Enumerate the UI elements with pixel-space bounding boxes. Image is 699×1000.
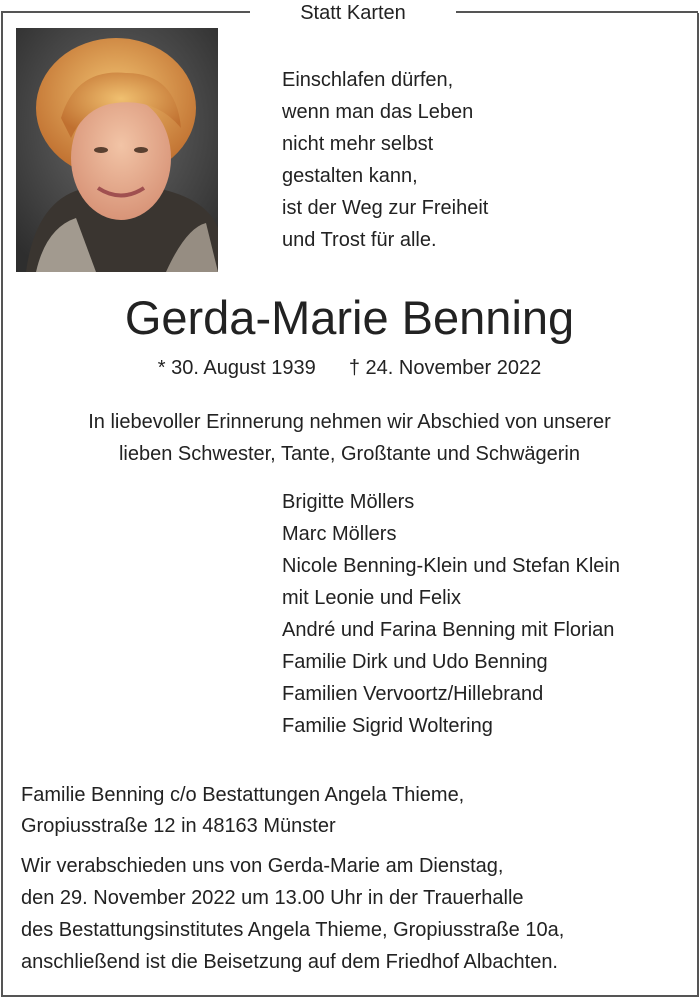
contact-address: [21, 780, 464, 842]
mourner: Brigitte Möllers: [282, 491, 415, 513]
mourner: Familien Vervoortz/Hillebrand: [282, 683, 544, 705]
poem-line: Einschlafen dürfen,: [282, 69, 454, 91]
funeral-line: den 29. November 2022 um 13.00 Uhr in der Trauerhalle: [21, 887, 524, 909]
intro-line: In liebevoller Erinnerung nehmen wir Abschied von unserer: [88, 411, 611, 433]
address-line: Gropiusstraße 12 in 48163 Münster: [21, 815, 336, 837]
birth-date: * 30. August 1939: [157, 357, 316, 379]
poem: [282, 64, 488, 256]
funeral-line: des Bestattungsinstitutes Angela Thieme, Gropiusstraße 10a,: [21, 919, 565, 941]
life-dates: [0, 352, 699, 384]
intro-text: [0, 406, 699, 470]
poem-line: und Trost für alle.: [282, 229, 437, 251]
mourner: mit Leonie und Felix: [282, 587, 461, 609]
mourner: Familie Dirk und Udo Benning: [282, 651, 548, 673]
poem-line: gestalten kann,: [282, 165, 418, 187]
poem-line: wenn man das Leben: [282, 101, 474, 123]
mourner: Marc Möllers: [282, 523, 397, 545]
funeral-info: [21, 850, 564, 978]
deceased-name: Gerda-Marie Benning: [124, 291, 575, 344]
mourner: Familie Sigrid Woltering: [282, 715, 493, 737]
top-rule-left: [1, 11, 250, 13]
funeral-line: Wir verabschieden uns von Gerda-Marie am Dienstag,: [21, 855, 504, 877]
mourners-list: [282, 486, 620, 742]
address-line: Familie Benning c/o Bestattungen Angela Thieme,: [21, 784, 465, 806]
poem-line: nicht mehr selbst: [282, 133, 434, 155]
mourner: André und Farina Benning mit Florian: [282, 619, 615, 641]
top-rule-right: [456, 11, 698, 13]
death-date: † 24. November 2022: [348, 357, 542, 379]
poem-line: ist der Weg zur Freiheit: [282, 197, 489, 219]
portrait-photo: [16, 28, 218, 272]
header-title: Statt Karten: [300, 2, 406, 24]
funeral-line: anschließend ist die Beisetzung auf dem Friedhof Albachten.: [21, 951, 558, 973]
mourner: Nicole Benning-Klein und Stefan Klein: [282, 555, 620, 577]
intro-line: lieben Schwester, Tante, Großtante und Schwägerin: [118, 443, 580, 465]
